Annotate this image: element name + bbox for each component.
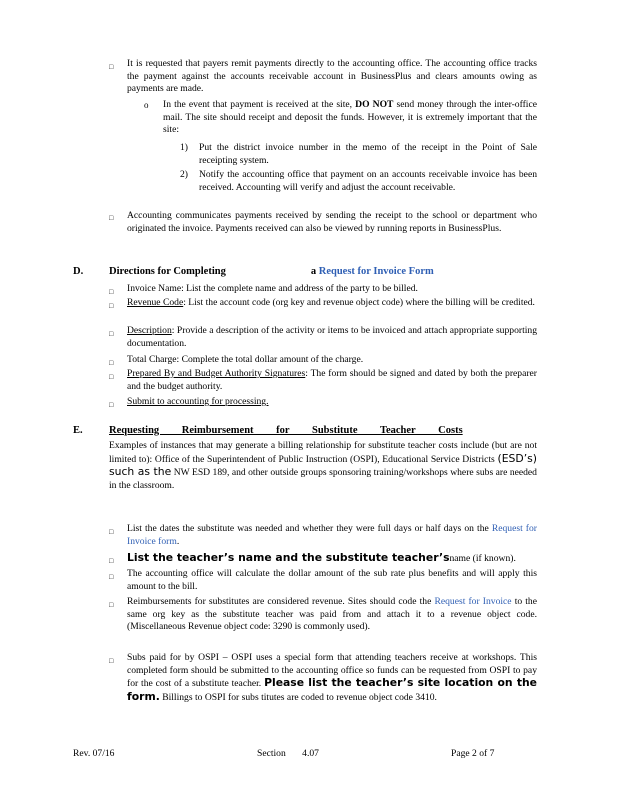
- d-item-invoice-name: Invoice Name: List the complete name and address of the party to be billed.: [127, 283, 418, 294]
- numbered-item-invoice-number: Put the district invoice number in the memo of the receipt in the Point of Sale receipting system.: [199, 142, 537, 166]
- request-for-invoice-link[interactable]: Request for Invoice Form: [318, 266, 434, 277]
- e-item-list-dates: List the dates the substitute was needed and whether they were full days or half days on the Request for Invoice form.: [127, 523, 537, 547]
- footer-revision: Rev. 07/16: [73, 748, 115, 759]
- square-bullet-icon: □: [109, 601, 114, 609]
- d-item-revenue-code: Revenue Code: List the account code (org key and revenue object code) where the billing will be credited.: [127, 297, 535, 308]
- d-item-submit: Submit to accounting for processing.: [127, 396, 269, 407]
- footer-section: Section 4.07: [257, 748, 319, 759]
- square-bullet-icon: □: [109, 657, 114, 665]
- request-for-invoice-form-link[interactable]: Request for Invoice form: [127, 523, 537, 547]
- intro-subitem-site-payment: In the event that payment is received at the site, DO NOT send money through the inter-office mail. The site should receipt and deposit the funds. However, it is extremely important that the site:: [163, 99, 537, 136]
- section-e-heading: Requesting Reimbursement for Substitute Teacher Costs: [109, 425, 463, 436]
- e-item-calculate-rate: The accounting office will calculate the dollar amount of the sub rate plus benefits and will apply this amount to the bill.: [127, 568, 537, 592]
- number-label-1: 1): [180, 142, 188, 153]
- numbered-item-notify-accounting: Notify the accounting office that payment on an accounts receivable invoice has been received. Accounting will verify and adjust the account receivable.: [199, 169, 537, 193]
- d-item-total-charge: Total Charge: Complete the total dollar amount of the charge.: [127, 354, 364, 365]
- square-bullet-icon: □: [109, 401, 114, 409]
- section-e-intro-paragraph: Examples of instances that may generate a billing relationship for substitute teacher costs include (but are not limited to): Office of the Superintendent of Public Instruction (OSPI), Educational Service Districts (ESD’s) such as the NW ESD 189, and other outside groups sponsoring training/workshops where subs are needed in the classroom.: [109, 440, 537, 492]
- square-bullet-icon: □: [109, 573, 114, 581]
- square-bullet-icon: □: [109, 63, 114, 71]
- request-for-invoice-link-2[interactable]: Request for Invoice: [434, 596, 512, 607]
- square-bullet-icon: □: [109, 288, 114, 296]
- square-bullet-icon: □: [109, 359, 114, 367]
- circle-bullet-icon: o: [144, 100, 149, 110]
- square-bullet-icon: □: [109, 373, 114, 381]
- section-e-letter: E.: [73, 425, 83, 436]
- section-d-letter: D.: [73, 266, 84, 277]
- square-bullet-icon: □: [109, 330, 114, 338]
- e-item-reimbursements: Reimbursements for substitutes are considered revenue. Sites should code the Request for Invoice to the same org key as the substitute teacher was paid from and attach it to a revenue object code. (Miscellaneous Revenue object code: 3290 is commonly used).: [127, 596, 537, 633]
- square-bullet-icon: □: [109, 557, 114, 565]
- section-d-heading: Directions for Completing a Request for Invoice Form: [109, 266, 434, 277]
- d-item-signatures: Prepared By and Budget Authority Signatures: The form should be signed and dated by both the preparer and the budget authority.: [127, 368, 537, 392]
- number-label-2: 2): [180, 169, 188, 180]
- square-bullet-icon: □: [109, 528, 114, 536]
- intro-item-communicate-payments: Accounting communicates payments received by sending the receipt to the school or department who originated the invoice. Payments received can also be viewed by running reports in BusinessPlus.: [127, 210, 537, 234]
- footer-page-number: Page 2 of 7: [451, 748, 495, 759]
- e-item-ospi-subs: Subs paid for by OSPI – OSPI uses a special form that attending teachers receive at workshops. This completed form should be submitted to the accounting office so funds can be requested from OSPI to pay for the cost of a substitute teacher. Please list the teacher’s site location on the form. Billings to OSPI for subs titutes are coded to revenue object code 3410.: [127, 652, 537, 704]
- intro-item-remit: It is requested that payers remit payments directly to the accounting office. The accounting office tracks the payment against the accounts receivable account in BusinessPlus and clears amounts owing as payments are made.: [127, 58, 537, 95]
- square-bullet-icon: □: [109, 302, 114, 310]
- square-bullet-icon: □: [109, 214, 114, 222]
- d-item-description: Description: Provide a description of the activity or items to be invoiced and attach appropriate supporting documentation.: [127, 325, 537, 349]
- e-item-teacher-name: List the teacher’s name and the substitute teacher’sname (if known).: [127, 551, 516, 564]
